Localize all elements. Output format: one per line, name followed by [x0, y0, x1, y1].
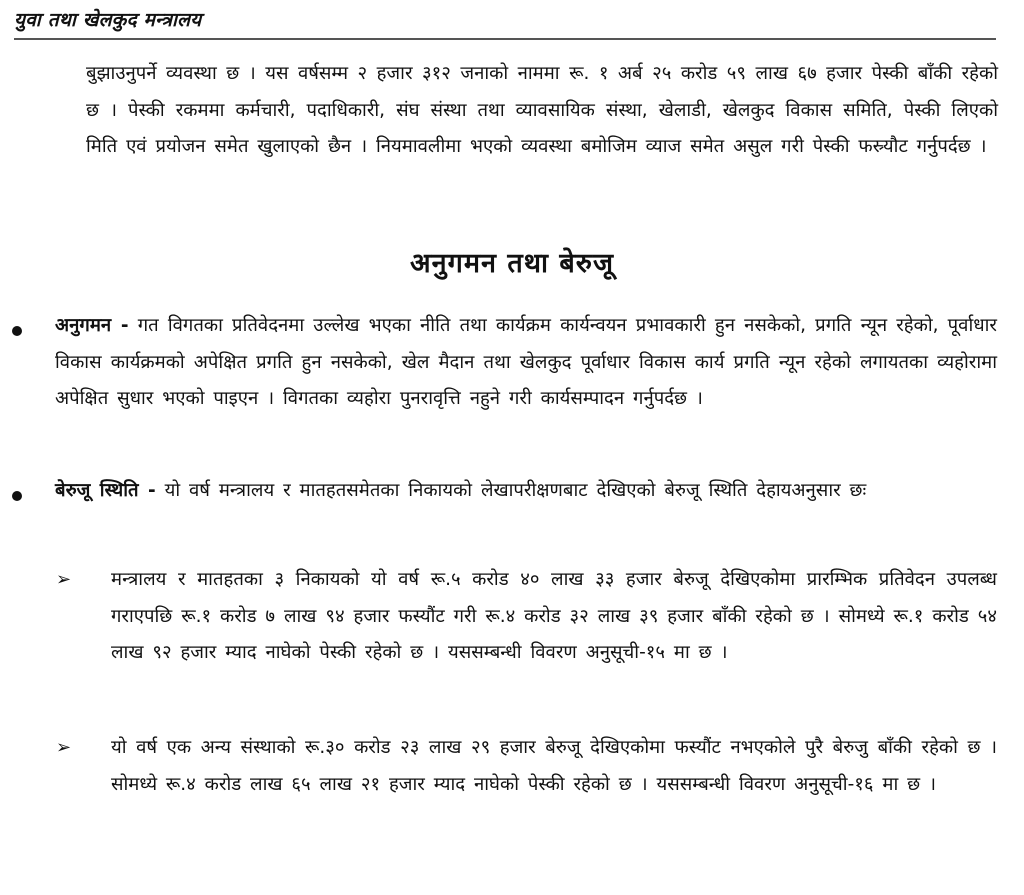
bullet-arrears-status — [55, 473, 997, 510]
sub-item-other-institution: यो वर्ष एक अन्य संस्थाको रू.३० करोड २३ लाख २९ हजार बेरुजू देखिएकोमा फस्यौंट नभएकोले पुरै बेरुजु बाँकी रहेको छ । सोमध्ये रू.४ करोड लाख ६५ लाख २१ हजार म्याद नाघेको पेस्की रहेको छ । यससम्बन्धी विवरण अनुसूची-१६ मा छ । — [111, 737, 997, 795]
bullet-marker — [12, 491, 22, 501]
bullet-term: अनुगमन - — [55, 315, 129, 336]
bullet-term: बेरुजू स्थिति - — [55, 480, 156, 501]
bullet-monitoring — [55, 308, 997, 418]
lead-paragraph: बुझाउनुपर्ने व्यवस्था छ । यस वर्षसम्म २ हजार ३१२ जनाको नाममा रू. १ अर्ब २५ करोड ५९ लाख ६७ हजार पेस्की बाँकी रहेको छ । पेस्की रकममा कर्मचारी, पदाधिकारी, संघ संस्था तथा व्यावसायिक संस्था, खेलाडी, खेलकुद विकास समिति, पेस्की लिएको मिति एवं प्रयोजन समेत खुलाएको छैन । नियमावलीमा भएको व्यवस्था बमोजिम व्याज समेत असुल गरी पेस्की फस्र्यौट गर्नुपर्दछ । — [86, 63, 998, 157]
bullet-text: गत विगतका प्रतिवेदनमा उल्लेख भएका नीति तथा कार्यक्रम कार्यन्वयन प्रभावकारी हुन नसकेको, प्रगति न्यून रहेको, पूर्वाधार विकास कार्यक्रमको अपेक्षित प्रगति हुन नसकेको, खेल मैदान तथा खेलकुद पूर्वाधार विकास कार्य प्रगति न्यून रहेको लगायतका व्यहोरामा अपेक्षित सुधार भएको पाइएन । विगतका व्यहोरा पुनरावृत्ति नहुने गरी कार्यसम्पादन गर्नुपर्दछ । — [55, 315, 997, 409]
running-head: युवा तथा खेलकुद मन्त्रालय — [14, 9, 202, 31]
bullet-text: यो वर्ष मन्त्रालय र मातहतसमेतका निकायको लेखापरीक्षणबाट देखिएको बेरुजू स्थिति देहायअनुसार छः — [155, 480, 867, 501]
arrow-marker-icon: ➢ — [56, 569, 72, 590]
bullet-marker — [12, 326, 22, 336]
arrow-marker-icon: ➢ — [56, 737, 72, 758]
section-heading: अनुगमन तथा बेरुजू — [410, 248, 614, 279]
sub-item-ministry: मन्त्रालय र मातहतका ३ निकायको यो वर्ष रू.५ करोड ४० लाख ३३ हजार बेरुजू देखिएकोमा प्रारम्भिक प्रतिवेदन उपलब्ध गराएपछि रू.१ करोड ७ लाख ९४ हजार फस्यौंट गरी रू.४ करोड ३२ लाख ३९ हजार बाँकी रहेको छ । सोमध्ये रू.१ करोड ५४ लाख ९२ हजार म्याद नाघेको पेस्की रहेको छ । यससम्बन्धी विवरण अनुसूची-१५ मा छ । — [111, 569, 997, 663]
